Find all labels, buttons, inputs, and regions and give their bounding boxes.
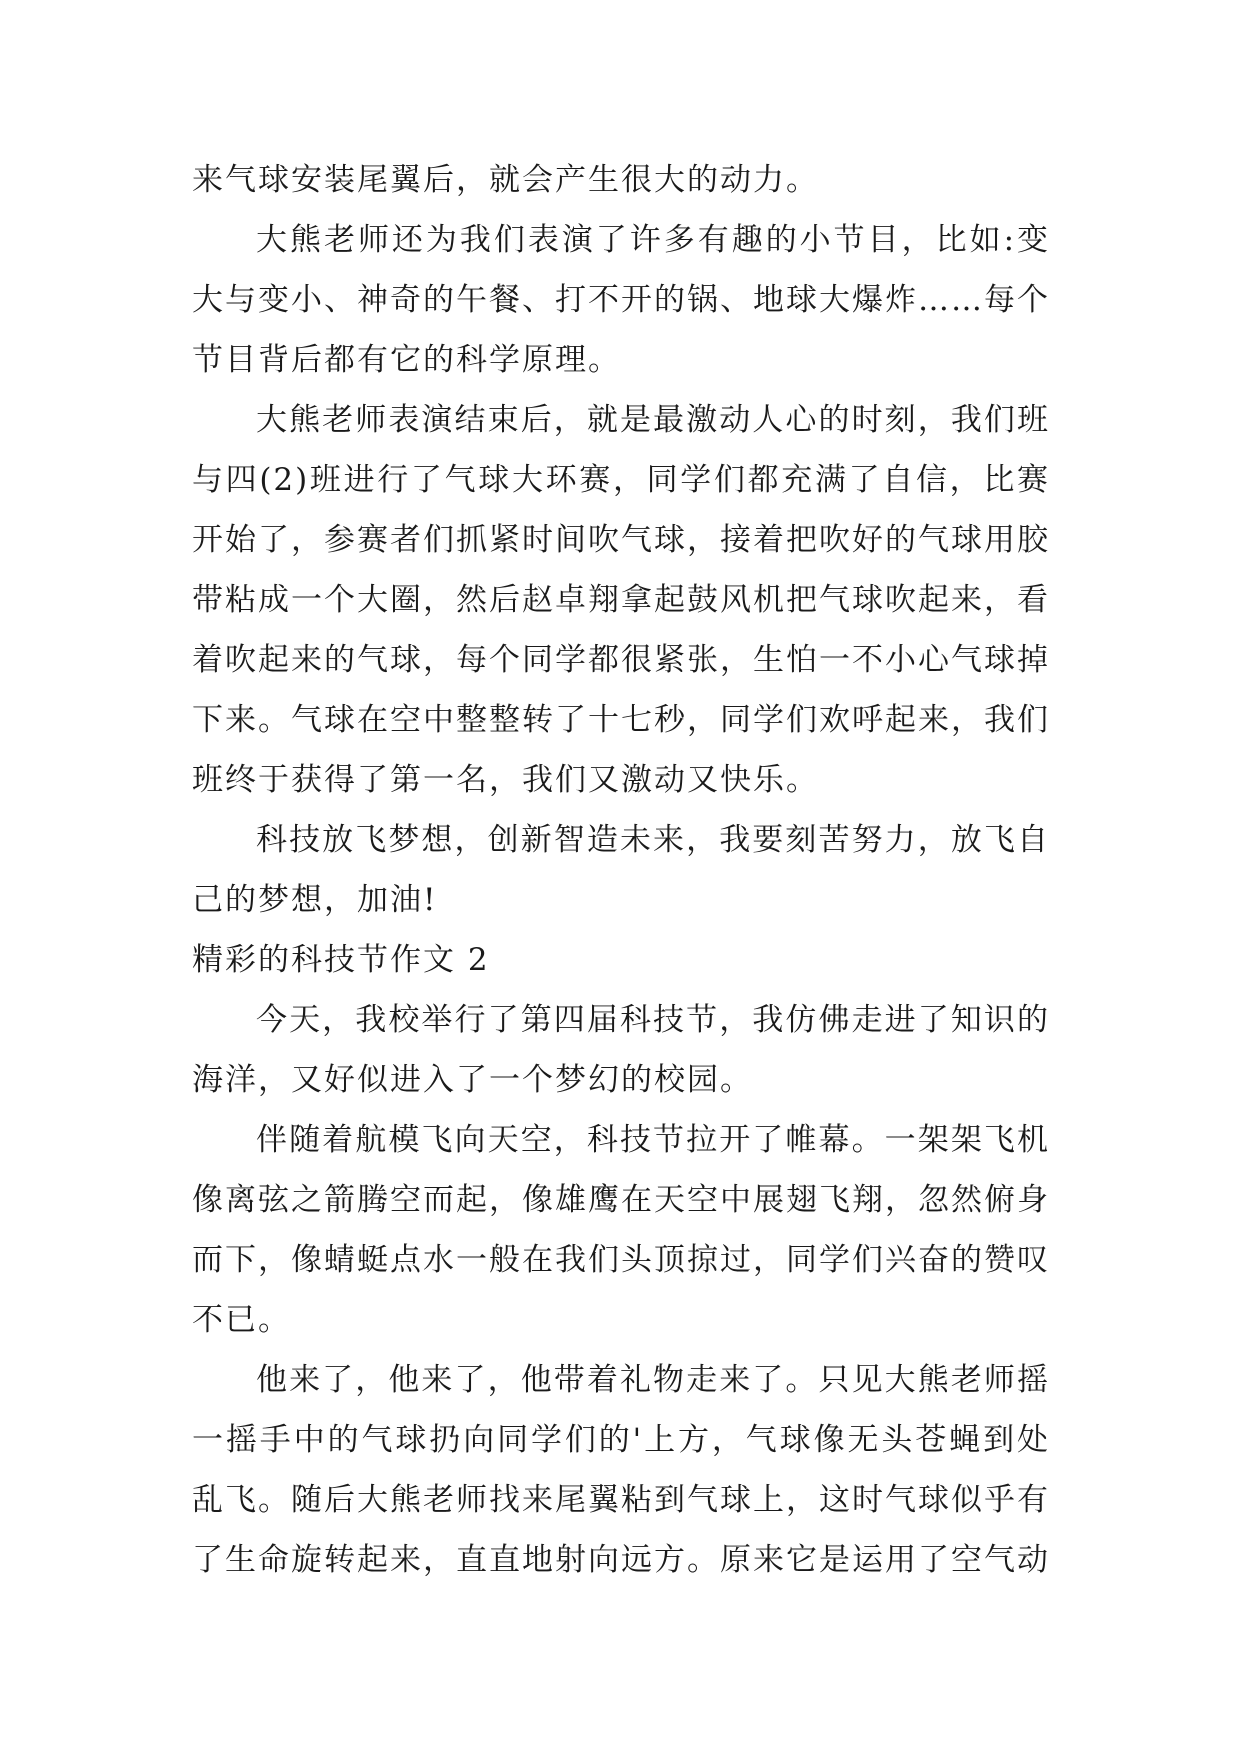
paragraph-continuation: 来气球安装尾翼后，就会产生很大的动力。 (192, 162, 819, 198)
paragraph-performance: 大熊老师还为我们表演了许多有趣的小节目，比如:变大与变小、神奇的午餐、打不开的锅、地球大爆炸……每个节目背后都有它的科学原理。 (192, 222, 1050, 378)
essay-title: 精彩的科技节作文 2 (192, 942, 490, 978)
paragraph-balloon-contest: 大熊老师表演结束后，就是最激动人心的时刻，我们班与四(2)班进行了气球大环赛，同学们都充满了自信，比赛开始了，参赛者们抓紧时间吹气球，接着把吹好的气球用胶带粘成一个大圈，然后赵卓翔拿起鼓风机把气球吹起来，看着吹起来的气球，每个同学都很紧张，生怕一不小心气球掉下来。气球在空中整整转了十七秒，同学们欢呼起来，我们班终于获得了第一名，我们又激动又快乐。 (192, 402, 1050, 798)
paragraph-conclusion: 科技放飞梦想，创新智造未来，我要刻苦努力，放飞自己的梦想，加油! (192, 822, 1050, 918)
paragraph-teacher-balloon: 他来了，他来了，他带着礼物走来了。只见大熊老师摇一摇手中的气球扔向同学们的'上方，气球像无头苍蝇到处乱飞。随后大熊老师找来尾翼粘到气球上，这时气球似乎有了生命旋转起来，直直地射向远方。原来它是运用了空气动 (192, 1362, 1050, 1578)
paragraph-intro: 今天，我校举行了第四届科技节，我仿佛走进了知识的海洋，又好似进入了一个梦幻的校园。 (192, 1002, 1050, 1098)
paragraph-model-planes: 伴随着航模飞向天空，科技节拉开了帷幕。一架架飞机像离弦之箭腾空而起，像雄鹰在天空中展翅飞翔，忽然俯身而下，像蜻蜓点水一般在我们头顶掠过，同学们兴奋的赞叹不已。 (192, 1122, 1050, 1338)
document-body (192, 150, 1050, 1590)
